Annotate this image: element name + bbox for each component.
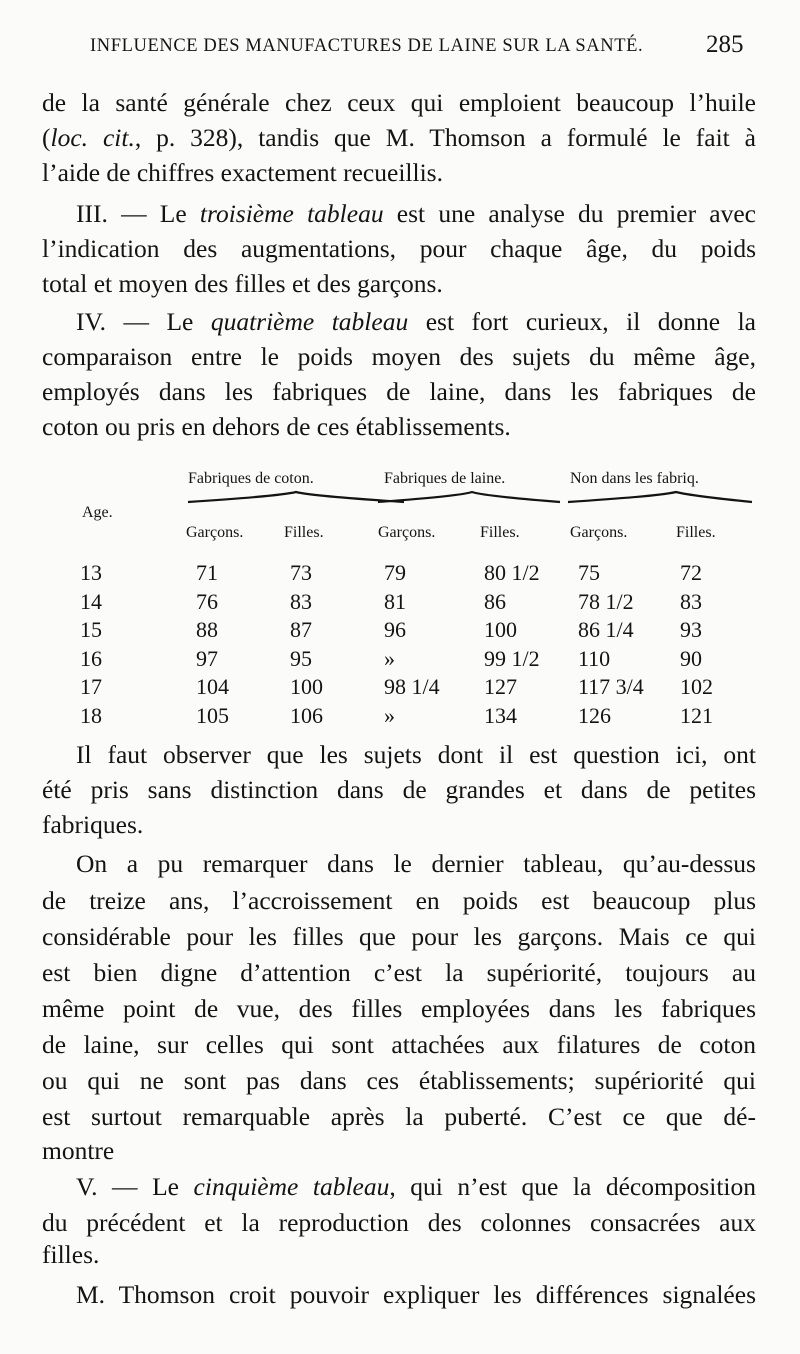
column-header: Garçons. xyxy=(378,524,436,541)
weight-cell: 83 xyxy=(290,588,312,614)
paragraph-line: employés dans les fabriques de laine, dans les fabriques de xyxy=(42,377,756,406)
brace-non-fabriq xyxy=(568,492,752,502)
weight-cell: 90 xyxy=(680,645,702,671)
table-reference-italic: cinquième tableau xyxy=(193,1172,390,1201)
paragraph-line: V. — Le cinquième tableau, qui n’est que la décomposition xyxy=(76,1172,756,1201)
paragraph-line: est surtout remarquable après la puberté. C’est ce que dé- xyxy=(42,1102,756,1131)
age-cell: 14 xyxy=(80,588,102,614)
paragraph-line: coton ou pris en dehors de ces établissements. xyxy=(42,412,511,441)
paragraph-line: de la santé générale chez ceux qui emploient beaucoup l’huile xyxy=(42,88,756,117)
weight-cell: 79 xyxy=(384,560,406,585)
weight-cell: 95 xyxy=(290,645,312,671)
paragraph-line: total et moyen des filles et des garçons. xyxy=(42,269,443,298)
column-header: Garçons. xyxy=(186,524,244,541)
citation-italic: loc. cit. xyxy=(50,123,135,152)
weight-cell: 105 xyxy=(196,702,229,728)
running-head xyxy=(0,31,800,64)
brace-laine xyxy=(378,492,560,502)
weight-cell: 98 1/4 xyxy=(384,674,440,699)
paragraph-line: On a pu remarquer dans le dernier tableau, qu’au-dessus xyxy=(76,849,756,878)
weight-cell: 121 xyxy=(680,702,713,728)
column-header: Garçons. xyxy=(570,524,628,541)
weight-cell: 83 xyxy=(680,588,702,614)
weight-cell: 86 xyxy=(484,588,506,614)
brace-coton xyxy=(188,492,404,502)
age-cell: 15 xyxy=(80,617,102,642)
weight-cell: 134 xyxy=(484,702,517,728)
weight-cell: 71 xyxy=(196,560,218,585)
age-cell: 17 xyxy=(80,674,102,699)
weight-cell: 117 3/4 xyxy=(578,674,644,699)
weight-cell: 76 xyxy=(196,588,218,614)
paragraph-line: l’aide de chiffres exactement recueillis. xyxy=(42,158,443,187)
paragraph-line: de treize ans, l’accroissement en poids est beaucoup plus xyxy=(42,886,756,915)
paragraph-line: filles. xyxy=(42,1240,100,1269)
paragraph-line: considérable pour les filles que pour les garçons. Mais ce qui xyxy=(42,922,756,951)
weight-cell: 102 xyxy=(680,674,713,699)
weight-cell: 104 xyxy=(196,674,229,699)
weight-cell: 73 xyxy=(290,560,312,585)
weight-cell: » xyxy=(384,645,395,671)
table-reference-italic: quatrième tableau xyxy=(210,307,409,336)
page-number: 285 xyxy=(706,31,744,58)
paragraph-line: est bien digne d’attention c’est la supériorité, toujours au xyxy=(42,958,756,987)
paragraph-line: l’indication des augmentations, pour chaque âge, du poids xyxy=(42,234,756,263)
weight-cell: 80 1/2 xyxy=(484,560,540,585)
column-header: Filles. xyxy=(676,524,716,541)
weight-cell: 100 xyxy=(484,617,517,642)
paragraph-line: du précédent et la reproduction des colonnes consacrées aux xyxy=(42,1208,756,1237)
paragraph-line: comparaison entre le poids moyen des sujets du même âge, xyxy=(42,342,756,371)
group-header: Non dans les fabriq. xyxy=(570,470,699,487)
weight-cell: 100 xyxy=(290,674,323,699)
paragraph-line: été pris sans distinction dans de grandes et dans de petites xyxy=(42,775,756,804)
weight-cell: 96 xyxy=(384,617,406,642)
weight-cell: » xyxy=(384,702,395,728)
age-cell: 18 xyxy=(80,702,102,728)
weight-cell: 97 xyxy=(196,645,218,671)
weight-cell: 75 xyxy=(578,560,600,585)
weight-cell: 87 xyxy=(290,617,312,642)
column-header: Filles. xyxy=(480,524,520,541)
paragraph-line: fabriques. xyxy=(42,810,144,839)
group-header: Fabriques de coton. xyxy=(188,470,314,487)
group-header: Fabriques de laine. xyxy=(384,470,506,487)
age-cell: 13 xyxy=(80,560,102,585)
weight-cell: 99 1/2 xyxy=(484,645,540,671)
paragraph-line: même point de vue, des filles employées dans les fabriques xyxy=(42,994,756,1023)
age-cell: 16 xyxy=(80,645,102,671)
weight-cell: 88 xyxy=(196,617,218,642)
paragraph-line: M. Thomson croit pouvoir expliquer les différences signalées xyxy=(76,1280,756,1309)
paragraph-line: (loc. cit., p. 328), tandis que M. Thomson a formulé le fait à xyxy=(42,123,757,152)
weight-cell: 81 xyxy=(384,588,406,614)
paragraph-line: de laine, sur celles qui sont attachées aux filatures de coton xyxy=(42,1030,756,1059)
weight-cell: 127 xyxy=(484,674,517,699)
column-header: Filles. xyxy=(284,524,324,541)
weight-cell: 126 xyxy=(578,702,611,728)
paragraph-line: ou qui ne sont pas dans ces établissements; supériorité qui xyxy=(42,1066,756,1095)
weight-cell: 93 xyxy=(680,617,702,642)
paragraph-line: Il faut observer que les sujets dont il est question ici, ont xyxy=(76,740,756,769)
weight-cell: 110 xyxy=(578,645,611,671)
paragraph-line: montre xyxy=(42,1136,115,1165)
paragraph-line: III. — Le troisième tableau est une analyse du premier avec xyxy=(76,199,756,228)
weight-cell: 78 1/2 xyxy=(578,588,634,614)
weight-cell: 72 xyxy=(680,560,702,585)
weight-cell: 106 xyxy=(290,702,323,728)
weight-cell: 86 1/4 xyxy=(578,617,634,642)
paragraph-line: IV. — Le quatrième tableau est fort curieux, il donne la xyxy=(76,307,756,336)
weight-comparison-table xyxy=(40,462,760,727)
age-header: Age. xyxy=(82,504,113,521)
running-title: INFLUENCE DES MANUFACTURES DE LAINE SUR LA SANTÉ. xyxy=(90,36,644,56)
table-reference-italic: troisième tableau xyxy=(199,199,384,228)
